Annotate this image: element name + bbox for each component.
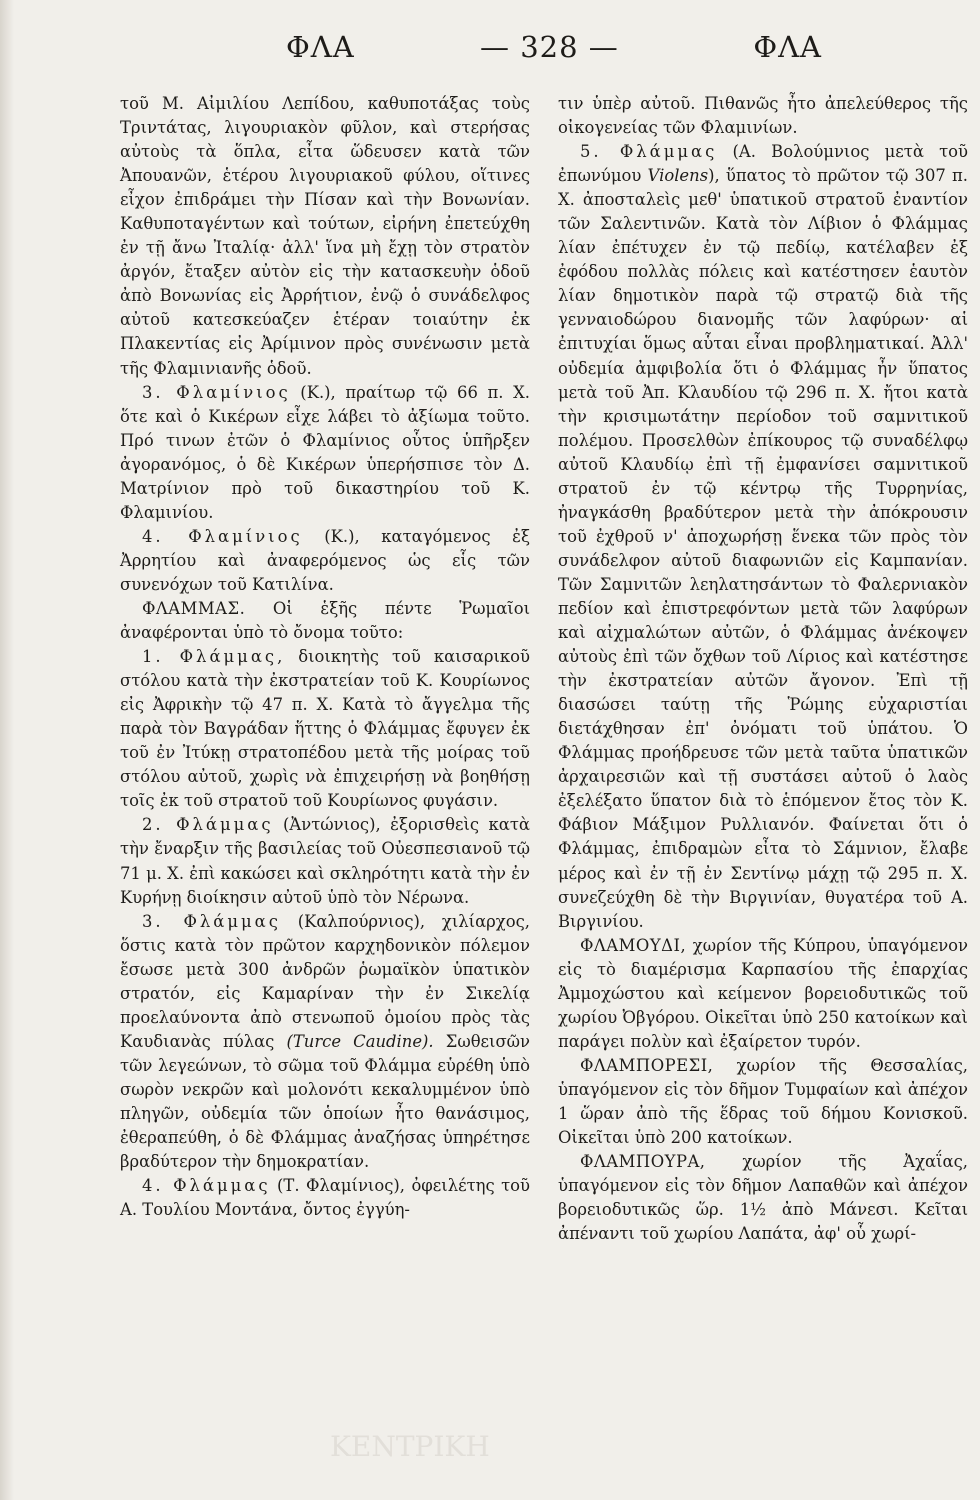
running-header <box>130 30 840 82</box>
latin-term: (Turce Caudine). <box>286 1031 434 1051</box>
paragraph: τιν ὑπὲρ αὐτοῦ. Πιθανῶς ἦτο ἀπελεύθερος τῆς οἰκογενείας τῶν Φλαμινίων. <box>558 94 968 138</box>
header-right-keyword: ΦΛΑ <box>753 30 822 64</box>
entry-flammas-4: 4. Φλάμμας (Τ. Φλαμίνιος), ὀφειλέτης τοῦ Α. Τουλίου Μοντάνα, ὄντος ἐγγύη- <box>120 1176 530 1220</box>
entry-flammas-3: 3. Φλάμμας (Καλπούρνιος), χιλίαρχος, ὅστις κατὰ τὸν πρῶτον καρχηδονικὸν πόλεμον ἔσωσε μετὰ 300 ἀνδρῶν ῥωμαϊκὸν ὑπατικὸν στρατόν, εἰς Καμαρίναν τὴν ἐν Σικελίᾳ προελαύνοντα ἀπὸ στενωποῦ ὁμοίου πρὸς τὰς Καυδιανὰς πύλας (Turce Caudine). Σωθεισῶν τῶν λεγεώνων, τὸ σῶμα τοῦ Φλάμμα εὑρέθη ὑπὸ σωρὸν νεκρῶν καὶ μολονότι κεκαλυμμένον ὑπὸ πληγῶν, οὐδεμία τῶν ὁποίων ἦτο θανάσιμος, ἐθεραπεύθη, ὁ δὲ Φλάμμας ἀναζήσας ὑπηρέτησε βραδύτερον τὴν δημοκρατίαν. <box>120 911 530 1172</box>
page-number: — 328 — <box>480 30 619 64</box>
paragraph: τοῦ Μ. Αἰμιλίου Λεπίδου, καθυποτάξας τοὺς Τριντάτας, λιγουριακὸν φῦλον, καὶ στερήσας αὐτοὺς τὰ ὅπλα, εἶτα ὥδευσεν κατὰ τῶν Ἀπουανῶν, ἑτέρου λιγουριακοῦ φύλου, οἵτινες εἶχον ἐπιδράμει τὴν Πίσαν καὶ τὴν Βονωνίαν. Καθυποταγέντων καὶ τούτων, εἰρήνη ἐπετεύχθη ἐν τῇ ἄνω Ἰταλίᾳ· ἀλλ' ἵνα μὴ ἔχῃ τὸν στρατὸν ἀργόν, ἔταξεν αὐτὸν εἰς τὴν κατασκευὴν ὁδοῦ ἀπὸ Βονωνίας εἰς Ἀρρήτιον, ἐνῷ ὁ συνάδελφος αὐτοῦ κατεσκεύαζεν ἑτέραν τοιαύτην ἐκ Πλακεντίας εἰς Ἀρίμινον πρὸς συνένωσιν μετὰ τῆς Φλαμινιανῆς ὁδοῦ. <box>120 94 530 378</box>
entry-heading: 3. Φλαμίνιος <box>142 382 291 402</box>
entry-heading: 3. Φλάμμας <box>142 911 281 931</box>
entry-flampoura: ΦΛΑΜΠΟΥΡΑ, χωρίον τῆς Ἀχαΐας, ὑπαγόμενον εἰς τὸν δῆμον Λαπαθῶν καὶ ἀπέχον βορειοδυτικῶς ὥρ. 1½ ἀπὸ Μάνεσι. Κεῖται ἀπέναντι τοῦ χωρίου Λαπάτα, ἀφ' οὗ χωρί- <box>558 1152 968 1244</box>
right-column <box>558 92 968 1246</box>
entry-heading: ΦΛΑΜΠΟΥΡΑ, <box>580 1152 706 1172</box>
entry-heading: 1. Φλάμμας, <box>142 647 286 667</box>
entry-flamporesi: ΦΛΑΜΠΟΡΕΣΙ, χωρίον τῆς Θεσσαλίας, ὑπαγόμενον εἰς τὸν δῆμον Τυμφαίων καὶ ἀπέχον 1 ὥραν ἀπὸ τῆς ἕδρας τοῦ δήμου Κονισκοῦ. Οἰκεῖται ὑπὸ 200 κατοίκων. <box>558 1055 968 1148</box>
entry-heading: 4. Φλάμμας <box>142 1176 271 1196</box>
entry-flaminios-4: 4. Φλαμίνιος (Κ.), καταγόμενος ἐξ Ἀρρητίου καὶ ἀναφερόμενος ὡς εἷς τῶν συνενόχων τοῦ Κατιλίνα. <box>120 526 530 594</box>
entry-heading: 5. Φλάμμας <box>580 142 718 162</box>
entry-heading: 4. Φλαμίνιος <box>142 526 303 546</box>
entry-heading: ΦΛΑΜΠΟΡΕΣΙ, <box>580 1055 714 1075</box>
entry-flaminios-3: 3. Φλαμίνιος (Κ.), πραίτωρ τῷ 66 π. Χ. ὅτε καὶ ὁ Κικέρων εἶχε λάβει τὸ ἀξίωμα τοῦτο. Πρό τινων ἐτῶν ὁ Φλαμίνιος οὗτος ὑπῆρξεν ἀγορανόμος, ὁ δὲ Κικέρων ὑπερήσπισε τὸν Δ. Ματρίνιον πρὸ τοῦ δικαστηρίου τοῦ Κ. Φλαμινίου. <box>120 382 531 522</box>
entry-heading: ΦΛΑΜΟΥΔΙ, <box>580 935 687 955</box>
left-column <box>120 92 530 1222</box>
latin-term: Violens <box>647 166 709 186</box>
entry-flammas-2: 2. Φλάμμας (Ἀντώνιος), ἐξορισθεὶς κατὰ τὴν ἔναρξιν τῆς βασιλείας τοῦ Οὐεσπεσιανοῦ τῷ 71 μ. Χ. ἐπὶ κακώσει καὶ σκληρότητι κατὰ τὴν ἐν Κυρήνῃ διοίκησιν αὐτοῦ ὑπὸ τὸν Νέρωνα. <box>120 815 530 907</box>
page-seam <box>0 0 14 1500</box>
header-left-keyword: ΦΛΑ <box>286 30 355 64</box>
entry-flammas: ΦΛΑΜΜΑΣ. Οἱ ἑξῆς πέντε Ῥωμαῖοι ἀναφέρονται ὑπὸ τὸ ὄνομα τοῦτο: <box>120 598 530 643</box>
entry-flamoudi: ΦΛΑΜΟΥΔΙ, χωρίον τῆς Κύπρου, ὑπαγόμενον εἰς τὸ διαμέρισμα Καρπασίου τῆς ἐπαρχίας Ἀμμοχώστου καὶ κείμενον βορειοδυτικῶς τοῦ χωρίου Ὀβγόρου. Οἰκεῖται ὑπὸ 250 κατοίκων καὶ παράγει πολὺν καὶ ἐξαίρετον τυρόν. <box>558 935 968 1051</box>
entry-flammas-1: 1. Φλάμμας, διοικητὴς τοῦ καισαρικοῦ στόλου κατὰ τὴν ἐκστρατείαν τοῦ Κ. Κουρίωνος εἰς Ἀφρικὴν τῷ 47 π. Χ. Κατὰ τὸ ἄγγελμα τῆς παρὰ τὸν Βαγράδαν ἥττης ὁ Φλάμμας ἔφυγεν ἐκ τοῦ ἐν Ἰτύκῃ στρατοπέδου μετὰ τῆς μοίρας τοῦ στόλου αὐτοῦ, χωρὶς νὰ ἐπιχειρήσῃ νὰ βοηθήσῃ τοῖς ἐκ τοῦ στρατοῦ τοῦ Κουρίωνος φυγάσιν. <box>120 647 530 811</box>
entry-flammas-5: 5. Φλάμμας (Α. Βολούμνιος μετὰ τοῦ ἐπωνύμου Violens), ὕπατος τὸ πρῶτον τῷ 307 π. Χ. ἀποσταλεὶς μεθ' ὑπατικοῦ στρατοῦ ἐναντίον τῶν Σαλεντινῶν. Κατὰ τὸν Λίβιον ὁ Φλάμμας λίαν ἐπέτυχεν ἐν τῷ πεδίῳ, κατέλαβεν ἐξ ἐφόδου πολλὰς πόλεις καὶ κατέστησεν ἑαυτὸν λίαν δημοτικὸν παρὰ τῷ στρατῷ διὰ τῆς γενναιοδώρου διανομῆς τῶν λαφύρων· αἱ ἐπιτυχίαι ὅμως αὗται εἶναι προβληματικαί. Ἀλλ' οὐδεμία ἀμφιβολία ὅτι ὁ Φλάμμας ἦν ὕπατος μετὰ τοῦ Ἀπ. Κλαυδίου τῷ 296 π. Χ. ἤτοι κατὰ τὴν κρισιμωτάτην περίοδον τοῦ σαμνιτικοῦ πολέμου. Προσελθὼν ἐπίκουρος τῷ συναδέλφῳ αὐτοῦ Κλαυδίῳ ἐπὶ τῇ ἐμφανίσει σαμνιτικοῦ στρατοῦ ἐν τῷ κέντρῳ τῆς Τυρρηνίας, ἠναγκάσθη βραδύτερον μετὰ τὴν ἀπόκρουσιν τοῦ ἐχθροῦ ν' ἀποχωρήσῃ ἕνεκα τῶν πρὸς τὸν συνάδελφον αὐτοῦ διαφωνιῶν εἰς Καμπανίαν. Τῶν Σαμνιτῶν λεηλατησάντων τὸ Φαλερνιακὸν πεδίον καὶ ἐπιστρεφόντων μετὰ τῶν λαφύρων καὶ αἰχμαλώτων αὐτῶν, ὁ Φλάμμας ἀνέκοψεν αὐτοὺς ἐπὶ τῶν ὄχθων τοῦ Λίριος καὶ κατέστησε τὴν ἐκστρατείαν αὐτῶν ἄγονον. Ἐπὶ τῇ διασώσει ταύτῃ τῆς Ῥώμης εὐχαριστίαι διετάχθησαν ἐπ' ὀνόματι τοῦ ὑπάτου. Ὁ Φλάμμας προήδρευσε τῶν μετὰ ταῦτα ὑπατικῶν ἀρχαιρεσιῶν καὶ τῇ συστάσει αὐτοῦ ὁ λαὸς ἐξελέξατο ὕπατον διὰ τὸ ἑπόμενον ἔτος τὸν Κ. Φάβιον Μάξιμον Ρυλλιανόν. Φαίνεται ὅτι ὁ Φλάμμας, ἐπιδραμὼν εἶτα τὸ Σάμνιον, ἔλαβε μέρος καὶ ἐν τῇ ἐν Σεντίνῳ μάχῃ τῷ 295 π. Χ. συνεζεύχθη δὲ τὴν Βιργινίαν, θυγατέρα τοῦ Α. Βιργινίου. <box>558 142 969 931</box>
entry-heading: 2. Φλάμμας <box>142 815 274 835</box>
entry-heading: ΦΛΑΜΜΑΣ. <box>142 598 246 618</box>
library-watermark: ΚΕΝΤΡΙΚΗ <box>330 1430 490 1463</box>
